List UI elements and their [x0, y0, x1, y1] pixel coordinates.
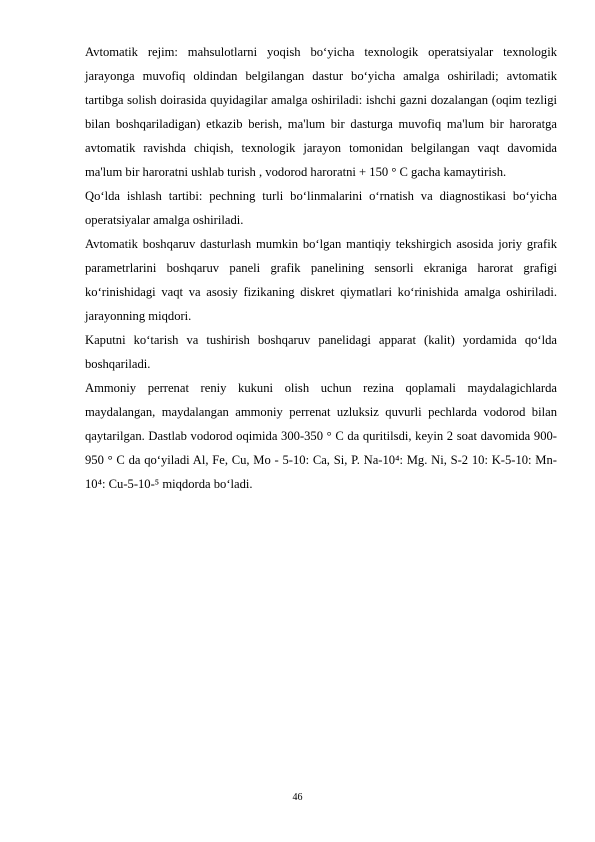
page-number: 46	[292, 792, 303, 803]
paragraph-manual-mode: Qo‘lda ishlash tartibi: pechning turli bo‘linmalarini o‘rnatish va diagnostikasi bo‘yicha operatsiyalar amalga oshiriladi.	[85, 189, 557, 227]
paragraph-automatic-mode: Avtomatik rejim: mahsulotlarni yoqish bo‘yicha texnologik operatsiyalar texnologik jarayonga muvofiq oldindan belgilangan dastur bo‘yicha amalga oshiriladi; avtomatik tartibga solish doirasida quyidagilar amalga oshiriladi: ishchi gazni dozalangan (oqim tezligi bilan boshqariladigan) etkazib berish, ma'lum bir dasturga muvofiq ma'lum bir haroratga avtomatik ravishda chiqish, texnologik jarayon tomonidan belgilangan vaqt davomida ma'lum bir haroratni ushlab turish , vodorod haroratni + 150 ° C gacha kamaytirish.	[85, 45, 557, 179]
body-text	[85, 40, 557, 496]
paragraph-ammonium-perrhenate: Ammoniy perrenat reniy kukuni olish uchun rezina qoplamali maydalagichlarda maydalangan, maydalangan ammoniy perrenat uzluksiz quvurli pechlarda vodorod bilan qaytarilgan. Dastlab vodorod oqimida 300-350 ° C da quritilsdi, keyin 2 soat davomida 900-950 ° C da qo‘yiladi Al, Fe, Cu, Mo - 5-10: Ca, Si, P. Na-10⁴: Mg. Ni, S-2 10: K-5-10: Mn-10⁴: Cu-5-10-⁵ miqdorda bo‘ladi.	[85, 381, 557, 491]
paragraph-hood-control: Kaputni ko‘tarish va tushirish boshqaruv panelidagi apparat (kalit) yordamida qo‘lda boshqariladi.	[85, 333, 557, 371]
paragraph-automatic-control: Avtomatik boshqaruv dasturlash mumkin bo‘lgan mantiqiy tekshirgich asosida joriy grafik parametrlarini boshqaruv paneli grafik panelining sensorli ekraniga harorat grafigi ko‘rinishidagi vaqt va asosiy fizikaning diskret qiymatlari ko‘rinishida amalga oshiriladi. jarayonning miqdori.	[85, 237, 557, 323]
